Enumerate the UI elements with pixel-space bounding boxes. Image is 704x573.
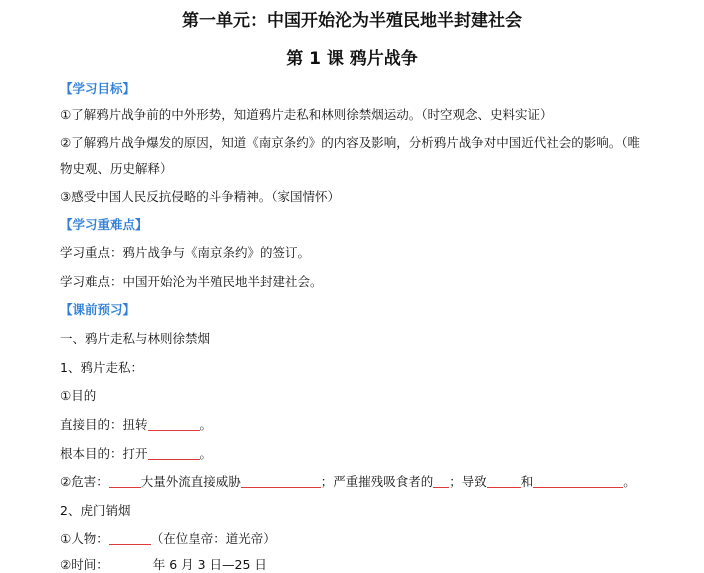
- preview-sub1: 1、鸦片走私：: [60, 360, 143, 375]
- blank-direct-purpose[interactable]: [148, 418, 200, 431]
- harm-line: [60, 474, 636, 490]
- harm-text-f: 。: [623, 474, 636, 489]
- harm-label: ②危害：: [60, 474, 109, 489]
- unit-title: 第一单元：中国开始沦为半殖民地半封建社会: [182, 11, 522, 31]
- goals-heading: 【学习目标】: [60, 81, 136, 96]
- direct-purpose-label: 直接目的：扭转: [60, 417, 148, 432]
- direct-purpose-period: 。: [199, 417, 213, 432]
- goal-item-3: ③感受中国人民反抗侵略的斗争精神。（家国情怀）: [60, 189, 340, 204]
- blank-harm-5[interactable]: [533, 475, 623, 488]
- root-purpose-label: 根本目的：打开: [60, 446, 148, 461]
- key-focus: 学习重点：鸦片战争与《南京条约》的签订。: [60, 245, 311, 260]
- key-points-heading: 【学习重难点】: [60, 217, 148, 232]
- root-purpose-line: [60, 446, 212, 462]
- time-value: 年 6 月 3 日—25 日: [152, 557, 267, 572]
- time-label: ②时间：: [60, 557, 109, 572]
- blank-harm-1[interactable]: [109, 475, 141, 488]
- blank-harm-2[interactable]: [241, 475, 321, 488]
- time-line: [60, 557, 267, 573]
- preview-purpose: ①目的: [60, 388, 97, 403]
- goal-item-2: ②了解鸦片战争爆发的原因，知道《南京条约》的内容及影响，分析鸦片战争对中国近代社会的影响。（唯: [60, 135, 640, 150]
- blank-harm-4[interactable]: [487, 475, 521, 488]
- blank-harm-3[interactable]: [433, 475, 449, 488]
- root-purpose-period: 。: [199, 446, 213, 461]
- harm-text-c: ；严重摧残吸食者的: [320, 474, 434, 489]
- preview-part1: 一、鸦片走私与林则徐禁烟: [60, 331, 211, 346]
- preview-heading: 【课前预习】: [60, 302, 136, 317]
- blank-person[interactable]: [109, 532, 151, 545]
- harm-text-b: 大量外流直接威胁: [140, 474, 241, 489]
- person-note: （在位皇帝：道光帝）: [150, 531, 276, 546]
- person-line: [60, 531, 276, 547]
- goal-item-2-cont: 物史观、历史解释）: [60, 161, 173, 176]
- lesson-title: 第 1 课 鸦片战争: [286, 49, 418, 69]
- blank-root-purpose[interactable]: [148, 447, 200, 460]
- direct-purpose-line: [60, 417, 212, 433]
- goal-item-1: ①了解鸦片战争前的中外形势，知道鸦片走私和林则徐禁烟运动。（时空观念、史料实证）: [60, 107, 553, 122]
- preview-sub2: 2、虎门销烟: [60, 503, 131, 518]
- harm-text-e: 和: [520, 474, 534, 489]
- harm-text-d: ；导致: [449, 474, 487, 489]
- key-difficulty: 学习难点：中国开始沦为半殖民地半封建社会。: [60, 274, 323, 289]
- person-label: ①人物：: [60, 531, 109, 546]
